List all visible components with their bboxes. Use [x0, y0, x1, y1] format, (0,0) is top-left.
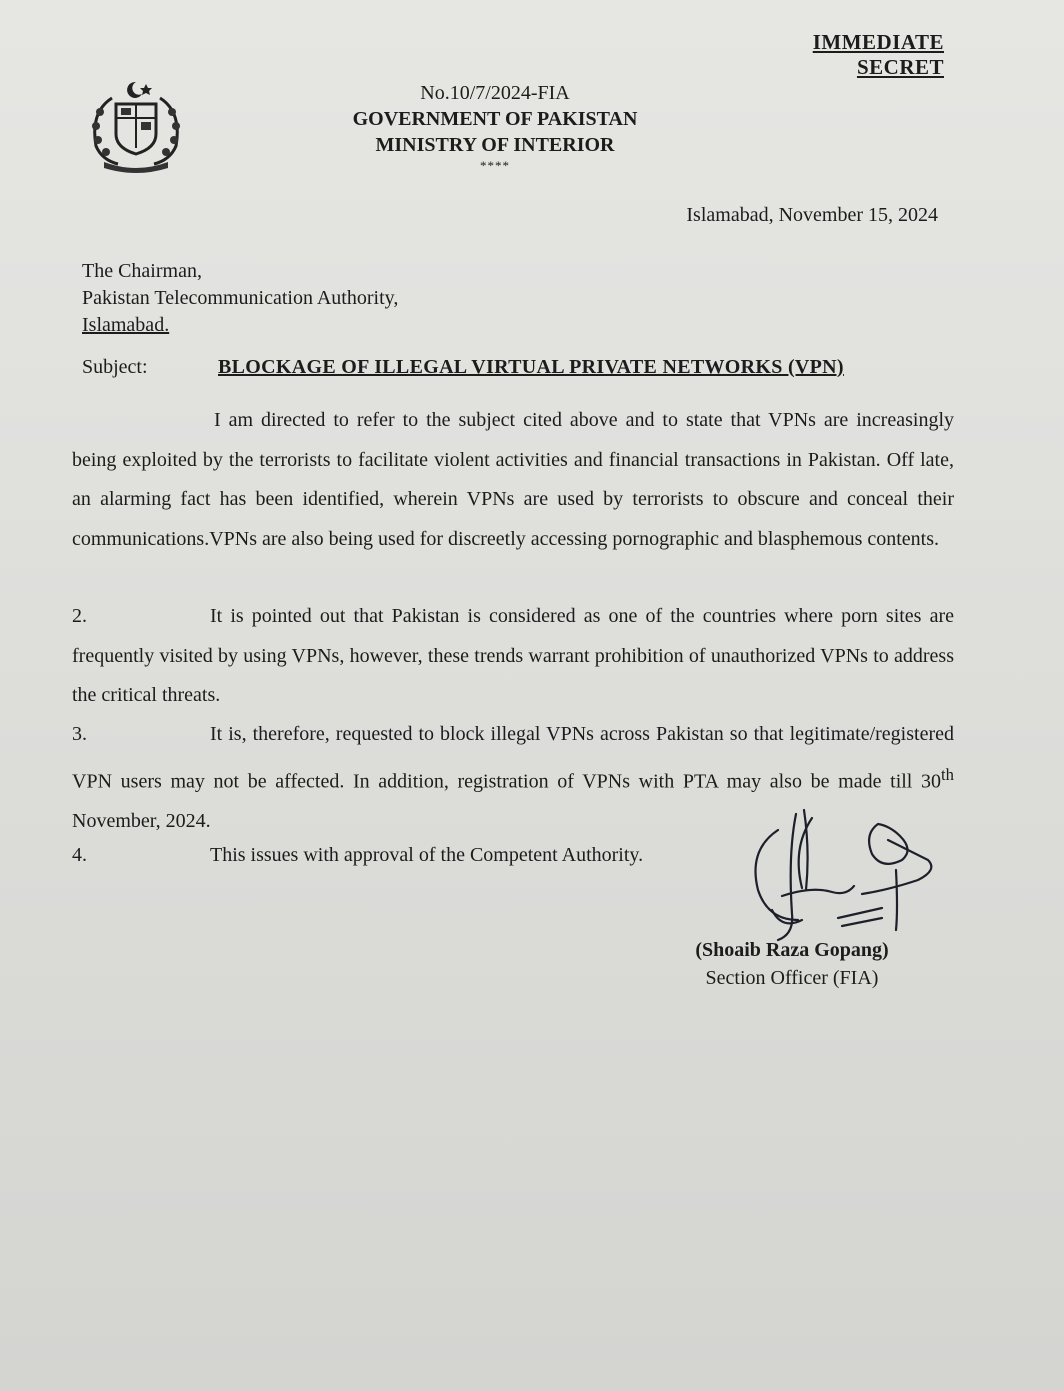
paragraph-text: It is, therefore, requested to block illegal VPNs across Pakistan so that legitimate/registered VPN users may not be affected. In addition, registration of VPNs with PTA may also be made till 30: [72, 723, 954, 793]
priority-marking: IMMEDIATE: [812, 30, 944, 54]
addressee-line-1: The Chairman,: [82, 260, 202, 282]
handwritten-signature: [738, 800, 958, 950]
subject-text: BLOCKAGE OF ILLEGAL VIRTUAL PRIVATE NETWORKS (VPN): [218, 356, 844, 378]
addressee-block: [82, 258, 398, 339]
security-marking: SECRET: [856, 55, 944, 79]
letterhead: [300, 80, 690, 174]
paragraph-2: [72, 597, 954, 716]
ministry-title: MINISTRY OF INTERIOR: [375, 134, 615, 156]
paragraph-1: I am directed to refer to the subject cited above and to state that VPNs are increasingly being exploited by the terrorists to facilitate violent activities and financial transactions in Pakistan. Off late, an alarming fact has been identified, wherein VPNs are used by terrorists to obscure and conceal their communications.VPNs are also being used for discreetly accessing pornographic and blasphemous contents.: [72, 409, 954, 550]
state-emblem-icon: [82, 78, 190, 174]
paragraph-text: It is pointed out that Pakistan is considered as one of the countries where porn sites are frequently visited by using VPNs, however, these trends warrant prohibition of unauthorized VPNs to address the critical threats.: [72, 605, 954, 706]
header-stars: ****: [480, 158, 510, 173]
addressee-line-3: Islamabad.: [82, 314, 170, 336]
government-title: GOVERNMENT OF PAKISTAN: [352, 108, 638, 130]
letter-date: Islamabad, November 15, 2024: [686, 204, 938, 226]
signatory-name: (Shoaib Raza Gopang): [695, 939, 889, 961]
paragraph-number: 2.: [72, 605, 87, 627]
subject-label: Subject:: [82, 356, 148, 378]
paragraph-text: This issues with approval of the Competent Authority.: [210, 844, 644, 866]
addressee-line-2: Pakistan Telecommunication Authority,: [82, 287, 399, 309]
signatory-designation: Section Officer (FIA): [705, 967, 879, 989]
reference-number: No.10/7/2024-FIA: [420, 82, 570, 104]
ordinal-suffix: th: [941, 764, 954, 784]
paragraph-number: 3.: [72, 723, 87, 745]
paragraph-number: 4.: [72, 844, 87, 866]
classification-block: [813, 30, 944, 80]
signatory-block: [672, 936, 912, 992]
paragraph-text-end: November, 2024.: [72, 809, 211, 832]
